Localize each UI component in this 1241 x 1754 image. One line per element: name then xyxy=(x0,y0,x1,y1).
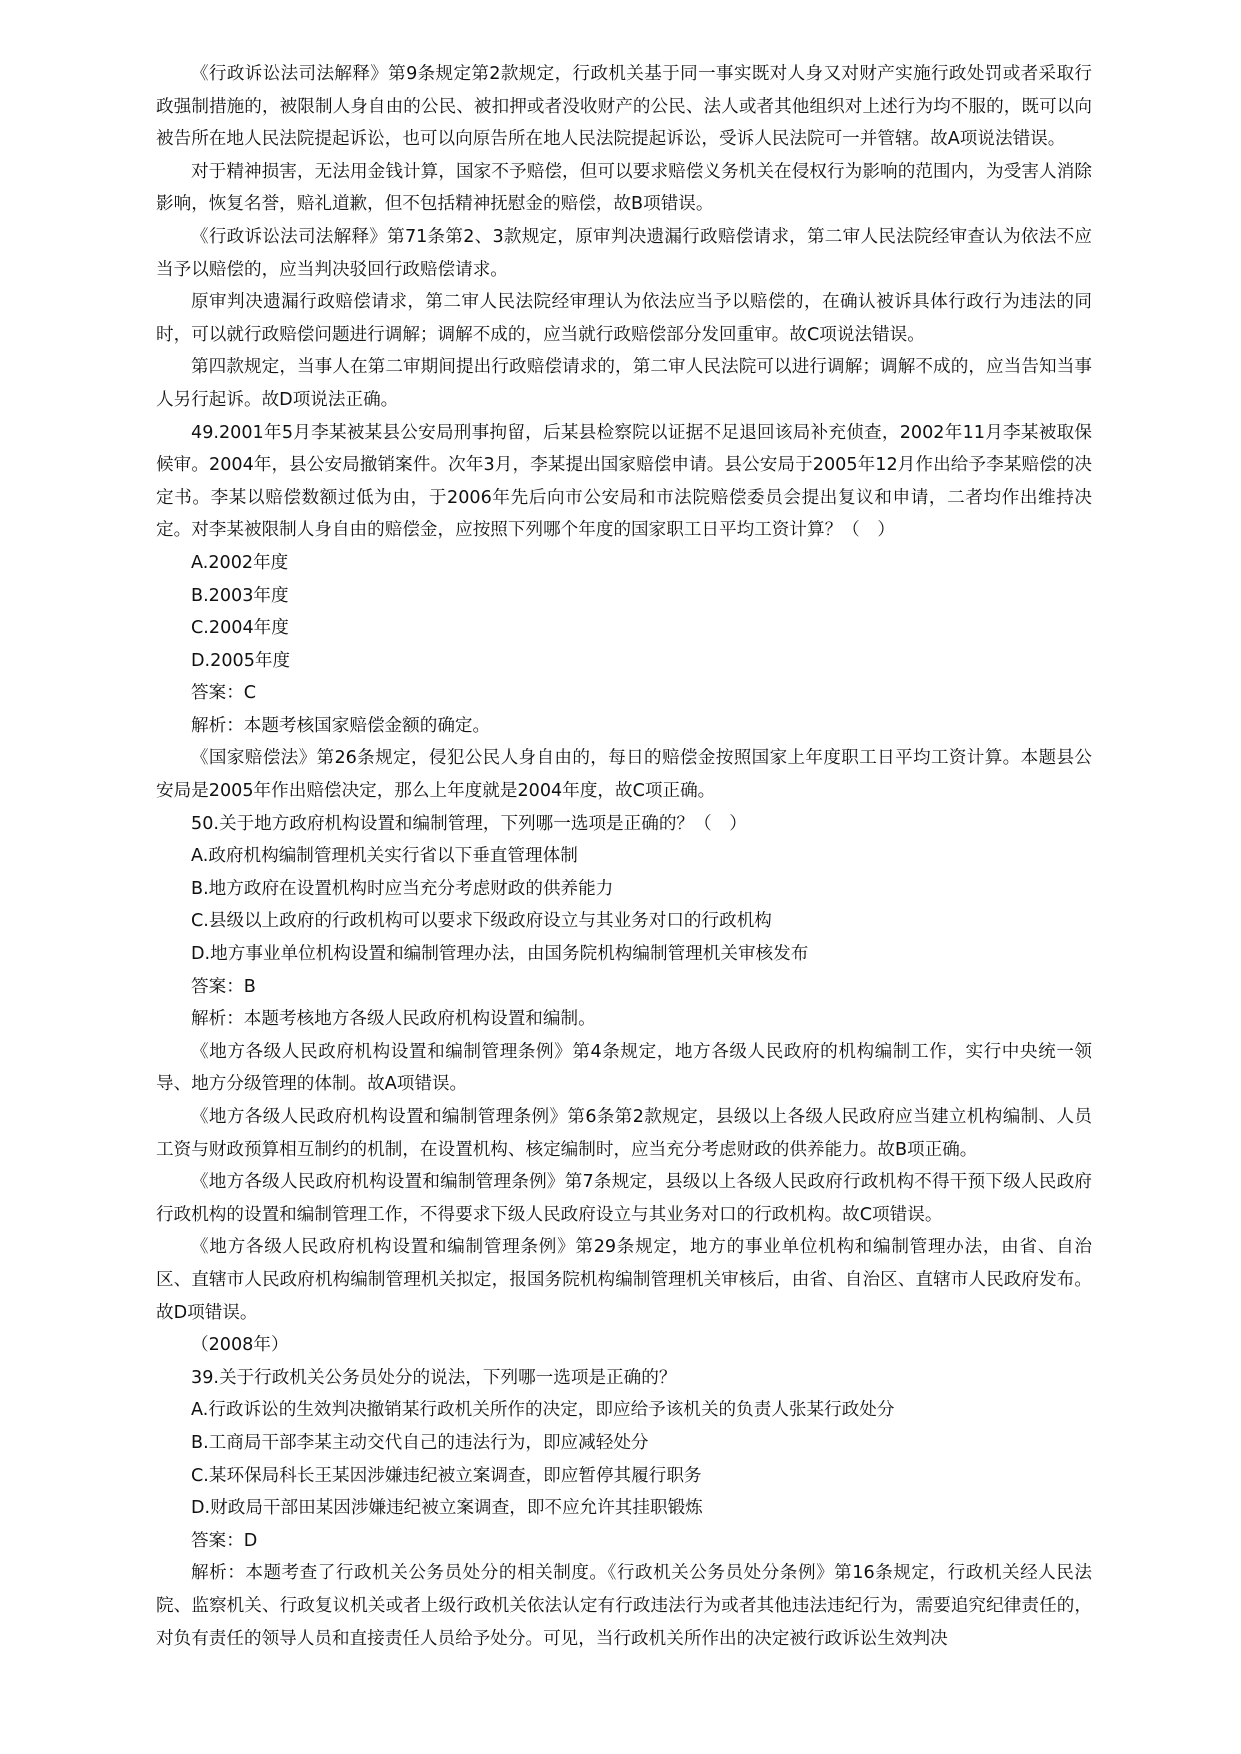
paragraph: 解析：本题考核地方各级人民政府机构设置和编制。 xyxy=(191,1009,596,1030)
option-line: A.2002年度 xyxy=(191,552,289,573)
paragraph: 对于精神损害，无法用金钱计算，国家不予赔偿，但可以要求赔偿义务机关在侵权行为影响的范围内，为受害人消除影响，恢复名誉，赔礼道歉，但不包括精神抚慰金的赔偿，故B项错误。 xyxy=(156,161,1092,215)
option-line: A.政府机构编制管理机关实行省以下垂直管理体制 xyxy=(191,846,578,867)
document-page xyxy=(156,58,1092,1655)
paragraph: 《地方各级人民政府机构设置和编制管理条例》第29条规定，地方的事业单位机构和编制管理办法，由省、自治区、直辖市人民政府机构编制管理机关拟定，报国务院机构编制管理机关审核后，由省、自治区、直辖市人民政府发布。故D项错误。 xyxy=(156,1237,1092,1323)
option-line: A.行政诉讼的生效判决撤销某行政机关所作的决定，即应给予该机关的负责人张某行政处分 xyxy=(191,1400,895,1421)
paragraph: 解析：本题考查了行政机关公务员处分的相关制度。《行政机关公务员处分条例》第16条规定，行政机关经人民法院、监察机关、行政复议机关或者上级行政机关依法认定有行政违法行为或者其他违法违纪行为，需要追究纪律责任的，对负有责任的领导人员和直接责任人员给予处分。可见，当行政机关所作出的决定被行政诉讼生效判决 xyxy=(156,1563,1092,1649)
paragraph: 解析：本题考核国家赔偿金额的确定。 xyxy=(191,715,491,736)
option-line: D.地方事业单位机构设置和编制管理办法，由国务院机构编制管理机关审核发布 xyxy=(191,944,809,965)
paragraph: 《地方各级人民政府机构设置和编制管理条例》第7条规定，县级以上各级人民政府行政机构不得干预下级人民政府行政机构的设置和编制管理工作，不得要求下级人民政府设立与其业务对口的行政机构。故C项错误。 xyxy=(156,1172,1092,1225)
paragraph: 50.关于地方政府机构设置和编制管理，下列哪一选项是正确的？（ ） xyxy=(191,813,747,834)
option-line: C.县级以上政府的行政机构可以要求下级政府设立与其业务对口的行政机构 xyxy=(191,911,772,932)
paragraph: 39.关于行政机关公务员处分的说法，下列哪一选项是正确的？ xyxy=(191,1367,677,1388)
option-line: 答案：D xyxy=(191,1530,258,1551)
option-line: 答案：B xyxy=(191,976,256,997)
option-line: D.2005年度 xyxy=(191,650,291,671)
option-line: D.财政局干部田某因涉嫌违纪被立案调查，即不应允许其挂职锻炼 xyxy=(191,1498,703,1519)
paragraph: 《地方各级人民政府机构设置和编制管理条例》第4条规定，地方各级人民政府的机构编制工作，实行中央统一领导、地方分级管理的体制。故A项错误。 xyxy=(156,1041,1092,1095)
option-line: B.2003年度 xyxy=(191,585,289,606)
paragraph: 《国家赔偿法》第26条规定，侵犯公民人身自由的，每日的赔偿金按照国家上年度职工日平均工资计算。本题县公安局是2005年作出赔偿决定，那么上年度就是2004年度，故C项正确。 xyxy=(156,748,1092,802)
option-line: 答案：C xyxy=(191,683,257,704)
paragraph: 第四款规定，当事人在第二审期间提出行政赔偿请求的，第二审人民法院可以进行调解；调解不成的，应当告知当事人另行起诉。故D项说法正确。 xyxy=(156,357,1092,410)
option-line: B.工商局干部李某主动交代自己的违法行为，即应减轻处分 xyxy=(191,1432,649,1453)
paragraph: 原审判决遗漏行政赔偿请求，第二审人民法院经审理认为依法应当予以赔偿的，在确认被诉具体行政行为违法的同时，可以就行政赔偿问题进行调解；调解不成的，应当就行政赔偿部分发回重审。故C项说法错误。 xyxy=(156,292,1092,345)
paragraph: 《地方各级人民政府机构设置和编制管理条例》第6条第2款规定，县级以上各级人民政府应当建立机构编制、人员工资与财政预算相互制约的机制，在设置机构、核定编制时，应当充分考虑财政的供养能力。故B项正确。 xyxy=(156,1107,1092,1160)
paragraph: 49.2001年5月李某被某县公安局刑事拘留，后某县检察院以证据不足退回该局补充侦查，2002年11月李某被取保候审。2004年，县公安局撤销案件。次年3月，李某提出国家赔偿申请。县公安局于2005年12月作出给予李某赔偿的决定书。李某以赔偿数额过低为由，于2006年先后向市公安局和市法院赔偿委员会提出复议和申请，二者均作出维持决定。对李某被限制人身自由的赔偿金，应按照下列哪个年度的国家职工日平均工资计算？（ ） xyxy=(156,422,1092,541)
paragraph: 《行政诉讼法司法解释》第71条第2、3款规定，原审判决遗漏行政赔偿请求，第二审人民法院经审查认为依法不应当予以赔偿的，应当判决驳回行政赔偿请求。 xyxy=(156,226,1092,280)
option-line: C.某环保局科长王某因涉嫌违纪被立案调查，即应暂停其履行职务 xyxy=(191,1465,702,1486)
option-line: B.地方政府在设置机构时应当充分考虑财政的供养能力 xyxy=(191,878,614,899)
paragraph: 《行政诉讼法司法解释》第9条规定第2款规定，行政机关基于同一事实既对人身又对财产实施行政处罚或者采取行政强制措施的，被限制人身自由的公民、被扣押或者没收财产的公民、法人或者其他组织对上述行为均不服的，既可以向被告所在地人民法院提起诉讼，也可以向原告所在地人民法院提起诉讼，受诉人民法院可一并管辖。故A项说法错误。 xyxy=(156,64,1092,150)
option-line: C.2004年度 xyxy=(191,618,289,639)
option-line: （2008年） xyxy=(191,1335,289,1356)
